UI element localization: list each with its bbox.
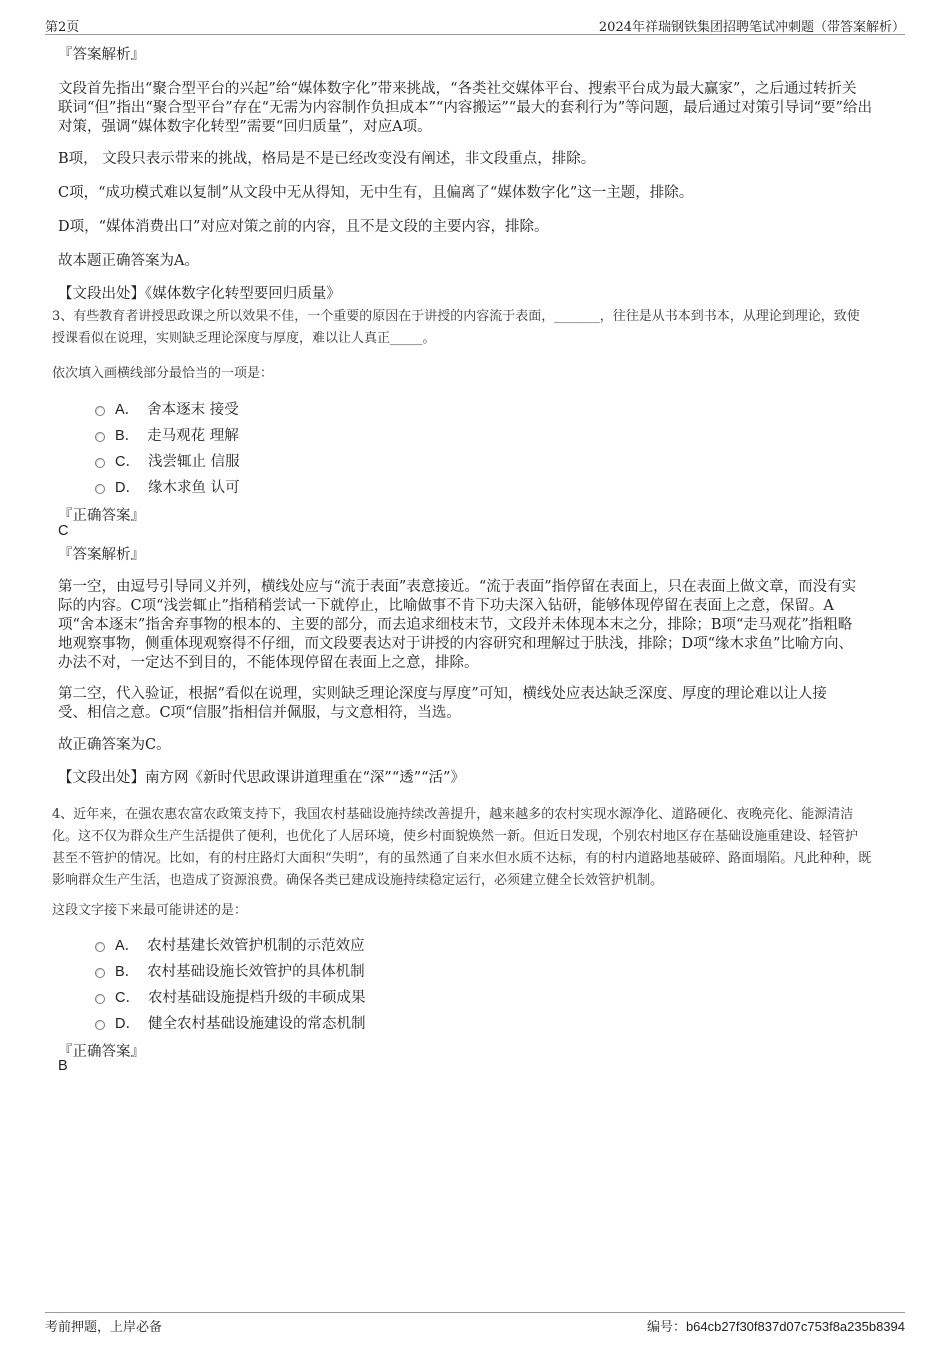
- option-text: 农村基础设施提档升级的丰硕成果: [147, 990, 366, 1006]
- q4-answer-label: 『正确答案』: [58, 1044, 145, 1060]
- q3-option-d[interactable]: [95, 476, 240, 497]
- footer-slogan: 考前押题，上岸必备: [45, 1320, 163, 1335]
- option-letter: A．: [115, 938, 140, 954]
- page-number: 第2页: [45, 20, 80, 35]
- option-text: 走马观花 理解: [147, 428, 239, 444]
- text-line: 第一空，由逗号引导同义并列，横线处应与“流于表面”表意接近。“流于表面”指停留在表面上，只在表面上做文章，而没有实: [58, 579, 857, 595]
- q2-source: 【文段出处】《媒体数字化转型要回归质量》: [58, 286, 341, 302]
- q3-stem: [52, 306, 902, 350]
- radio-button[interactable]: [95, 484, 105, 494]
- text-line: 4、近年来，在强农惠农富农政策支持下，我国农村基础设施持续改善提升，越来越多的农村实现水源净化、道路硬化、夜晚亮化、能源清洁: [52, 807, 854, 822]
- q2-conclusion: 故本题正确答案为A。: [58, 253, 199, 269]
- text-line: 对策，强调“媒体数字化转型”需要“回归质量”，对应A项。: [58, 119, 432, 135]
- option-letter: B．: [115, 428, 140, 444]
- text-line: 办法不对，一定达不到目的，不能体现停留在表面上之意，排除。: [58, 655, 479, 671]
- option-letter: C．: [115, 990, 140, 1006]
- footer-code-label: 编号：: [646, 1320, 686, 1335]
- option-text: 健全农村基础设施建设的常态机制: [147, 1016, 366, 1032]
- document-title: 2024年祥瑞钢铁集团招聘笔试冲刺题（带答案解析）: [598, 20, 905, 35]
- text-line: 第二空，代入验证，根据“看似在说理，实则缺乏理论深度与厚度”可知，横线处应表达缺乏深度、厚度的理论难以让人接: [58, 686, 827, 702]
- q4-option-c[interactable]: [95, 986, 365, 1007]
- q3-source: 【文段出处】南方网《新时代思政课讲道理重在“深”“透”“活”》: [58, 770, 465, 786]
- q3-prompt: 依次填入画横线部分最恰当的一项是：: [52, 366, 274, 381]
- text-line: 甚至不管护的情况。比如，有的村庄路灯大面积“失明”，有的虽然通了自来水但水质不达标，有的村内道路地基破碎、路面塌陷。凡此种种，既: [52, 851, 872, 866]
- q3-analysis-paragraph-1: [58, 578, 900, 673]
- q2-option-d-analysis: D项，“媒体消费出口”对应对策之前的内容，且不是文段的主要内容，排除。: [58, 219, 549, 235]
- radio-button[interactable]: [95, 968, 105, 978]
- text-line: 文段首先指出“聚合型平台的兴起”给“媒体数字化”带来挑战，“各类社交媒体平台、搜索平台成为最大赢家”，之后通过转折关: [58, 81, 857, 97]
- text-line: 项“舍本逐末”指舍弃事物的根本的、主要的部分，而去追求细枝末节，文段并未体现本末之分，排除；B项“走马观花”指粗略: [58, 617, 853, 633]
- q3-option-c[interactable]: [95, 450, 240, 471]
- page-header: [45, 14, 905, 35]
- footer-code-value: b64cb27f30f837d07c753f8a235b8394: [685, 1319, 905, 1334]
- text-line: 化。这不仅为群众生产生活提供了便利，也优化了人居环境，使乡村面貌焕然一新。但近日发现，个别农村地区存在基础设施重建设、轻管护: [52, 829, 859, 844]
- q2-option-c-analysis: C项，“成功模式难以复制”从文段中无从得知，无中生有，且偏离了“媒体数字化”这一主题，排除。: [58, 185, 694, 201]
- q4-option-d[interactable]: [95, 1012, 365, 1033]
- q3-conclusion: 故正确答案为C。: [58, 737, 171, 753]
- q2-option-b-analysis: B项， 文段只表示带来的挑战，格局是不是已经改变没有阐述，非文段重点，排除。: [58, 151, 596, 167]
- q4-option-b[interactable]: [95, 960, 365, 981]
- q3-analysis-label: 『答案解析』: [58, 547, 145, 563]
- q3-answer-label: 『正确答案』: [58, 508, 145, 524]
- q3-option-a[interactable]: [95, 398, 239, 419]
- option-text: 农村基础设施长效管护的具体机制: [147, 964, 365, 980]
- option-text: 浅尝辄止 信服: [147, 454, 240, 470]
- option-letter: A．: [115, 402, 140, 418]
- option-letter: B．: [115, 964, 140, 980]
- radio-button[interactable]: [95, 406, 105, 416]
- q4-prompt: 这段文字接下来最可能讲述的是：: [52, 903, 248, 918]
- option-letter: C．: [115, 454, 140, 470]
- q2-analysis-label: 『答案解析』: [58, 47, 145, 63]
- text-line: 3、有些教育者讲授思政课之所以效果不佳，一个重要的原因在于讲授的内容流于表面，_______，往往是从书本到书本，从理论到理论，致使: [52, 309, 860, 324]
- radio-button[interactable]: [95, 942, 105, 952]
- text-line: 授课看似在说理，实则缺乏理论深度与厚度，难以让人真正_____。: [52, 331, 436, 346]
- text-line: 受、相信之意。C项“信服”指相信并佩服，与文意相符，当选。: [58, 705, 461, 721]
- option-letter: D．: [115, 1016, 140, 1032]
- q4-answer: B: [58, 1058, 68, 1074]
- text-line: 地观察事物，侧重体现观察得不仔细，而文段要表达对于讲授的内容研究和理解过于肤浅，排除；D项“缘木求鱼”比喻方向、: [58, 636, 853, 652]
- option-text: 缘木求鱼 认可: [147, 480, 240, 496]
- radio-button[interactable]: [95, 432, 105, 442]
- q2-analysis-paragraph: [58, 80, 900, 137]
- option-text: 农村基建长效管护机制的示范效应: [147, 938, 365, 954]
- q4-option-a[interactable]: [95, 934, 365, 955]
- radio-button[interactable]: [95, 1020, 105, 1030]
- text-line: 影响群众生产生活，也造成了资源浪费。确保各类已建成设施持续稳定运行，必须建立健全长效管护机制。: [52, 873, 664, 888]
- radio-button[interactable]: [95, 994, 105, 1004]
- text-line: 联词“但”指出“聚合型平台”存在“无需为内容制作负担成本”“内容搬运”“最大的套利行为”等问题，最后通过对策引导词“要”给出: [58, 100, 872, 116]
- page-footer: [45, 1312, 905, 1333]
- q3-option-b[interactable]: [95, 424, 239, 445]
- q4-stem: [52, 804, 902, 892]
- radio-button[interactable]: [95, 458, 105, 468]
- option-text: 舍本逐末 接受: [147, 402, 239, 418]
- q3-analysis-paragraph-2: [58, 685, 900, 723]
- option-letter: D．: [115, 480, 140, 496]
- text-line: 际的内容。C项“浅尝辄止”指稍稍尝试一下就停止，比喻做事不肯下功夫深入钻研，能够体现停留在表面上之意，保留。A: [58, 598, 834, 614]
- footer-code: [647, 1316, 905, 1335]
- q3-answer: C: [58, 523, 69, 539]
